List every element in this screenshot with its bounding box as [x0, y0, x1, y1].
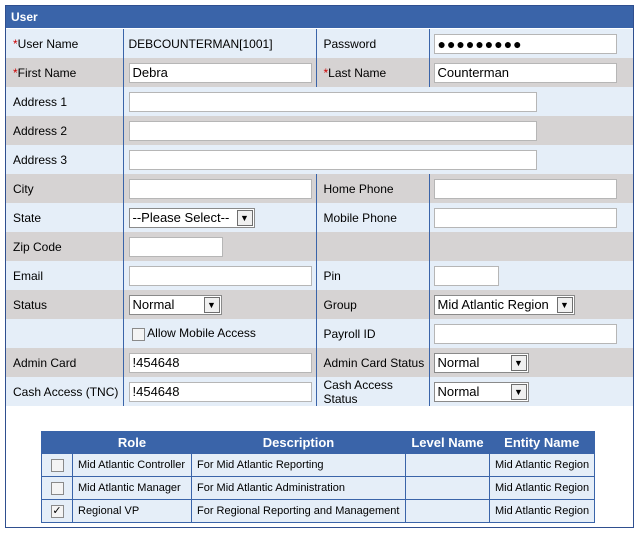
user-name-value: DEBCOUNTERMAN[1001] — [123, 29, 316, 58]
table-row[interactable] — [42, 454, 595, 477]
role-entity: Mid Atlantic Region — [490, 477, 595, 500]
role-checkbox[interactable] — [51, 459, 64, 472]
status-label: Status — [6, 290, 123, 319]
roles-header-row — [42, 432, 595, 454]
group-select[interactable]: Mid Atlantic Region ▼ — [434, 295, 575, 315]
role-level — [406, 477, 490, 500]
state-label: State — [6, 203, 123, 232]
user-panel — [5, 5, 634, 528]
cash-access-status-select[interactable]: Normal ▼ — [434, 382, 529, 402]
col-description: Description — [192, 432, 406, 454]
chevron-down-icon[interactable]: ▼ — [204, 297, 220, 313]
user-form — [6, 29, 633, 406]
first-name-field[interactable] — [129, 63, 312, 83]
zip-code-label: Zip Code — [6, 232, 123, 261]
role-level — [406, 500, 490, 523]
zip-code-field[interactable] — [129, 237, 223, 257]
home-phone-field[interactable] — [434, 179, 617, 199]
address3-field[interactable] — [129, 150, 537, 170]
status-select[interactable]: Normal ▼ — [129, 295, 222, 315]
pin-label: Pin — [316, 261, 429, 290]
role-description: For Mid Atlantic Administration — [192, 477, 406, 500]
role-name: Regional VP — [73, 500, 192, 523]
address1-label: Address 1 — [6, 87, 123, 116]
city-field[interactable] — [129, 179, 312, 199]
admin-card-label: Admin Card — [6, 348, 123, 377]
role-name: Mid Atlantic Controller — [73, 454, 192, 477]
cash-access-label: Cash Access (TNC) — [6, 377, 123, 406]
first-name-label: *First Name — [6, 58, 123, 87]
payroll-id-label: Payroll ID — [316, 319, 429, 348]
admin-card-field[interactable] — [129, 353, 312, 373]
user-name-label: *User Name — [6, 29, 123, 58]
home-phone-label: Home Phone — [316, 174, 429, 203]
address3-label: Address 3 — [6, 145, 123, 174]
pin-field[interactable] — [434, 266, 499, 286]
allow-mobile-access[interactable]: Allow Mobile Access — [123, 319, 316, 348]
cash-access-status-label: Cash Access Status — [316, 377, 429, 406]
role-checkbox[interactable] — [51, 505, 64, 518]
chevron-down-icon[interactable]: ▼ — [237, 210, 253, 226]
table-row[interactable] — [42, 500, 595, 523]
state-select[interactable]: --Please Select-- ▼ — [129, 208, 255, 228]
cash-access-field[interactable] — [129, 382, 312, 402]
address2-label: Address 2 — [6, 116, 123, 145]
role-description: For Mid Atlantic Reporting — [192, 454, 406, 477]
col-entity-name: Entity Name — [490, 432, 595, 454]
chevron-down-icon[interactable]: ▼ — [511, 355, 527, 371]
role-entity: Mid Atlantic Region — [490, 500, 595, 523]
col-level-name: Level Name — [406, 432, 490, 454]
admin-card-status-label: Admin Card Status — [316, 348, 429, 377]
payroll-id-field[interactable] — [434, 324, 617, 344]
mobile-phone-label: Mobile Phone — [316, 203, 429, 232]
email-label: Email — [6, 261, 123, 290]
group-label: Group — [316, 290, 429, 319]
allow-mobile-checkbox[interactable] — [132, 328, 145, 341]
address2-field[interactable] — [129, 121, 537, 141]
roles-table — [41, 431, 595, 523]
panel-title: User — [6, 6, 633, 28]
role-description: For Regional Reporting and Management — [192, 500, 406, 523]
chevron-down-icon[interactable]: ▼ — [511, 384, 527, 400]
last-name-field[interactable] — [434, 63, 617, 83]
password-field[interactable] — [434, 34, 617, 54]
role-checkbox[interactable] — [51, 482, 64, 495]
admin-card-status-select[interactable]: Normal ▼ — [434, 353, 529, 373]
role-level — [406, 454, 490, 477]
chevron-down-icon[interactable]: ▼ — [557, 297, 573, 313]
checkmark-icon: ✓ — [52, 504, 62, 517]
last-name-label: *Last Name — [316, 58, 429, 87]
role-entity: Mid Atlantic Region — [490, 454, 595, 477]
email-field[interactable] — [129, 266, 312, 286]
password-label: Password — [316, 29, 429, 58]
address1-field[interactable] — [129, 92, 537, 112]
table-row[interactable] — [42, 477, 595, 500]
role-name: Mid Atlantic Manager — [73, 477, 192, 500]
col-role: Role — [73, 432, 192, 454]
mobile-phone-field[interactable] — [434, 208, 617, 228]
city-label: City — [6, 174, 123, 203]
